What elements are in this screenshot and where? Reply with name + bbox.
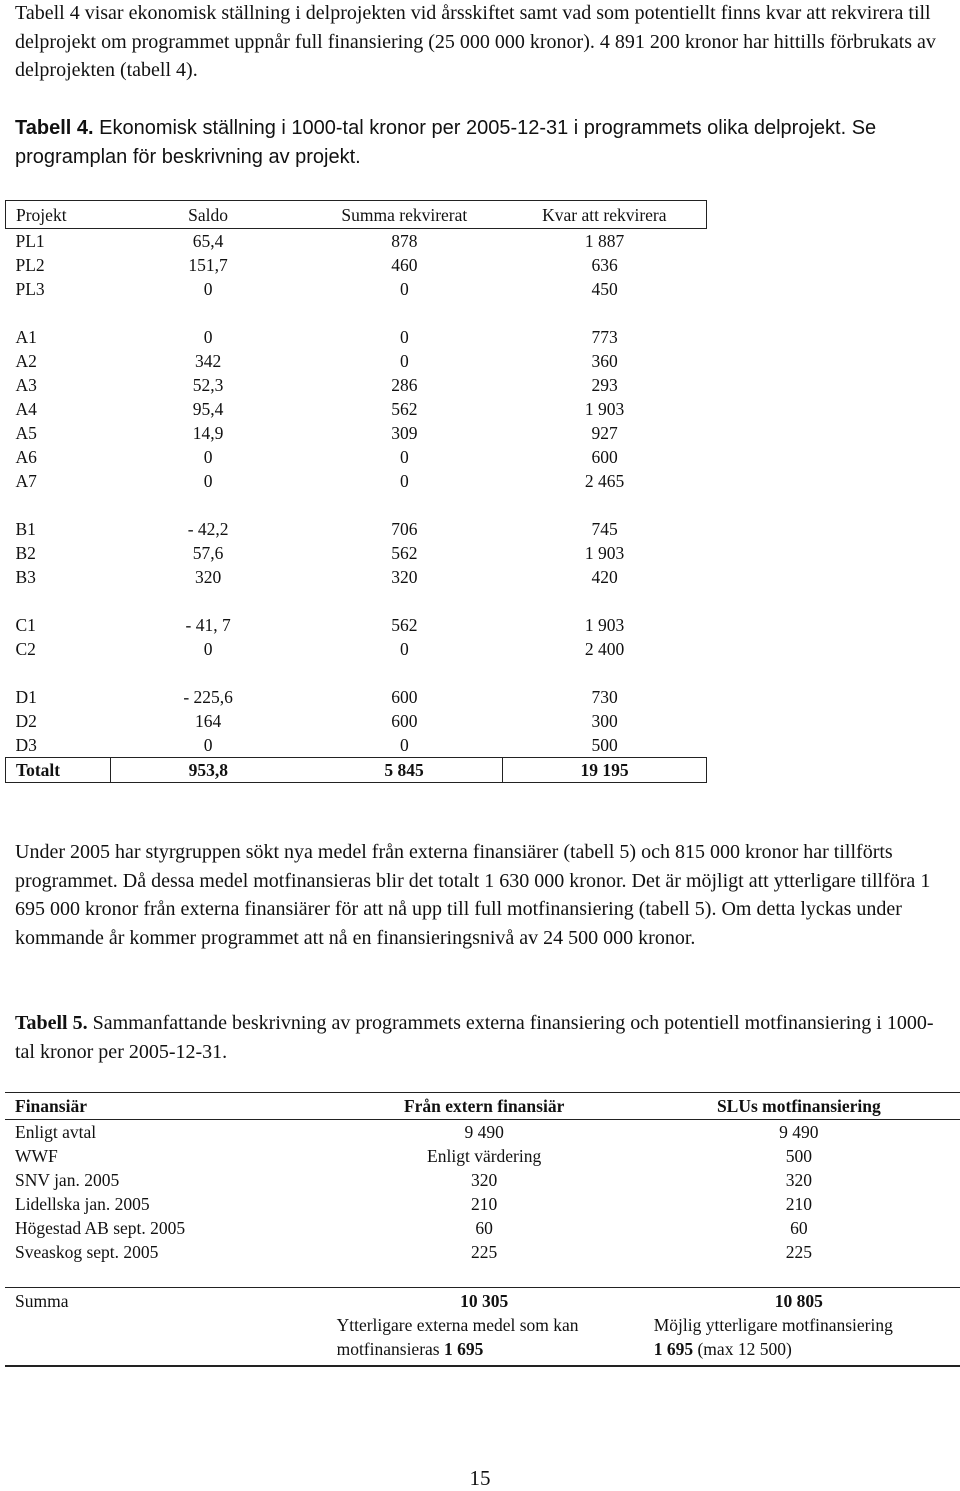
table4-cell: - 41, 7 [185,615,231,635]
table4-cell: Summa rekvirerat [306,201,503,229]
table4-row [6,709,707,733]
table4-cell: 360 [591,351,618,371]
table4-cell [306,661,503,685]
table4-row [6,685,707,709]
table4-cell: 65,4 [192,231,224,251]
table4-cell: 5 845 [306,758,503,783]
table4-cell: PL2 [15,255,45,275]
table4-cell: 600 [591,447,618,467]
table5-summa-row [5,1288,960,1314]
page-number: 15 [469,1466,491,1490]
table5-cell: 225 [785,1242,812,1262]
table4-cell: 320 [194,567,222,587]
table4-cell: B2 [15,543,36,563]
table4-cell: 0 [399,351,409,371]
table4-cell: 953,8 [110,758,306,783]
table4-cell: 0 [203,471,213,491]
table4-row [6,469,707,493]
table4-caption [15,114,950,171]
table4-cell: 450 [591,279,618,299]
table5-cell: 500 [785,1146,812,1166]
table4-cell: 2 400 [584,639,625,659]
table5-cell: Enligt avtal [15,1122,97,1142]
table4-caption-text: Ekonomisk ställning i 1000-tal kronor per 2005-12-31 i programmets olika delprojekt. Se programplan för beskrivning av projekt. [15,117,877,168]
table4-spacer [6,661,707,685]
table4-cell: 636 [591,255,618,275]
table4-cell: 0 [203,639,213,659]
table5 [5,1092,960,1367]
intro-paragraph: Tabell 4 visar ekonomisk ställning i delprojekten vid årsskiftet samt vad som potentiellt finns kvar att rekvirera till delprojekt om programmet uppnår full finansiering (25 000 000 kronor). 4 891 200 kronor har hittills förbrukats av delprojekten (tabell 4). [15,2,936,82]
note2-line1: Möjlig ytterligare motfinansiering [653,1315,893,1335]
table4-cell: B3 [15,567,36,587]
table4-cell: - 225,6 [183,687,233,707]
table4-cell: 0 [203,447,213,467]
table4-cell [6,493,111,517]
table4-total-row [6,758,707,783]
table5-cell: Högestad AB sept. 2005 [15,1218,186,1238]
note2-bold: 1 695 [653,1339,694,1359]
table5-cell: Enligt värdering [427,1146,542,1166]
table5-cell [331,1264,638,1288]
table4-cell: Saldo [110,201,306,229]
table4-cell: B1 [15,519,36,539]
table5-header-row [5,1093,960,1120]
table4-cell: A5 [15,423,37,443]
table4-row [6,733,707,758]
table4-cell: 500 [591,735,618,755]
table4-header-row [6,201,707,229]
table5-row [5,1192,960,1216]
table4-cell: 52,3 [192,375,224,395]
table4-caption-label: Tabell 4. [15,117,94,139]
table5-cell: Från extern finansiär [331,1093,638,1120]
table4-cell [110,589,306,613]
table4-cell [110,301,306,325]
table4-cell [503,589,707,613]
table4-cell: 2 465 [584,471,625,491]
table4-row [6,541,707,565]
table4-cell: 927 [591,423,618,443]
table4-row [6,397,707,421]
table4-cell: 0 [399,327,409,347]
table5-row [5,1240,960,1264]
table4-cell: 95,4 [192,399,224,419]
table4-spacer [6,589,707,613]
table4-row [6,277,707,301]
table4-cell: C2 [15,639,36,659]
paragraph-2: Under 2005 har styrgruppen sökt nya medel från externa finansiärer (tabell 5) och 815 000 kronor har tillförts programmet. Då dessa medel motfinansieras blir det totalt 1 630 000 kronor. Det är möjligt att ytterligare tillföra 1 695 000 kronor från externa finansiärer för att nå upp till full motfinansiering (tabell 5). Om detta lyckas under kommande år kommer programmet att nå en finansieringsnivå av 24 500 000 kronor. [15,841,931,949]
table4-cell: 878 [391,231,418,251]
table4-cell [6,661,111,685]
table4-cell: 164 [194,711,222,731]
table5-cell: 60 [475,1218,493,1238]
table5-cell: Sveaskog sept. 2005 [15,1242,159,1262]
table4-cell: 19 195 [503,758,707,783]
table5-cell: 9 490 [779,1122,819,1142]
table4-cell: 0 [399,735,409,755]
table5-cell: SLUs motfinansiering [638,1093,960,1120]
table4-cell: 300 [591,711,618,731]
table4-cell: 600 [391,711,418,731]
table5-caption [15,1009,950,1066]
table4-cell: 0 [399,639,409,659]
table4-row [6,637,707,661]
table5-cell: SNV jan. 2005 [15,1170,120,1190]
table5-row [5,1120,960,1145]
table4-cell: 320 [391,567,418,587]
table4-cell: 420 [591,567,618,587]
table4-cell: PL1 [15,231,45,251]
table4-cell [306,589,503,613]
table4-row [6,349,707,373]
table4-row [6,373,707,397]
table5-cell: Lidellska jan. 2005 [15,1194,150,1214]
table4-cell: 309 [391,423,418,443]
table4-cell: 57,6 [192,543,224,563]
table5-spacer [5,1264,960,1288]
table5-cell: WWF [15,1146,58,1166]
table5-cell: 320 [471,1170,498,1190]
table4-cell [6,301,111,325]
table4-cell: A3 [15,375,37,395]
table4-row [6,421,707,445]
table4-cell: 460 [391,255,418,275]
table4-cell: D1 [15,687,37,707]
table5-cell: 210 [471,1194,498,1214]
note2-line2: (max 12 500) [693,1339,792,1359]
table4-row [6,325,707,349]
table5-cell: 10 305 [331,1288,638,1314]
table4-cell: 730 [591,687,618,707]
table4-cell: Projekt [6,201,111,229]
table4-cell: 14,9 [192,423,224,443]
table4-cell [306,301,503,325]
table4-cell: C1 [15,615,36,635]
table5-row [5,1168,960,1192]
note1-line2: motfinansieras [336,1339,444,1359]
table4-row [6,445,707,469]
table4-spacer [6,493,707,517]
table5-caption-text: Sammanfattande beskrivning av programmets externa finansiering och potentiell motfinansiering i 1000-tal kronor per 2005-12-31. [15,1012,934,1063]
table4-cell: 562 [391,543,418,563]
table4 [5,200,707,783]
table4-cell: 1 903 [584,543,625,563]
table5-cell [5,1313,331,1366]
table4-cell [110,661,306,685]
table5-cell: 210 [785,1194,812,1214]
table5-note-row [5,1313,960,1366]
table4-cell: 286 [391,375,418,395]
table4-cell: 0 [203,327,213,347]
table4-cell: 0 [203,279,213,299]
table4-cell: 0 [399,471,409,491]
table4-cell: 0 [399,279,409,299]
table4-cell: 0 [399,447,409,467]
table5-cell [5,1264,331,1288]
table4-cell: D2 [15,711,37,731]
table4-row [6,517,707,541]
table5-cell [638,1264,960,1288]
table5-note-extern [331,1313,638,1366]
table5-note-slu [638,1313,960,1366]
table4-row [6,613,707,637]
table4-row [6,229,707,254]
table4-cell: 745 [591,519,618,539]
table4-cell: 562 [391,399,418,419]
table4-cell: 342 [194,351,222,371]
table5-cell: Summa [5,1288,331,1314]
table5-caption-label: Tabell 5. [15,1012,88,1034]
table4-cell: D3 [15,735,37,755]
table4-cell: - 42,2 [187,519,229,539]
table4-cell: A2 [15,351,37,371]
table4-cell: PL3 [15,279,45,299]
table5-row [5,1144,960,1168]
table4-spacer [6,301,707,325]
table4-cell: 0 [203,735,213,755]
note1-bold: 1 695 [443,1339,484,1359]
note1-line1: Ytterligare externa medel som kan [336,1315,579,1335]
table4-cell: 1 887 [584,231,625,251]
table4-cell: 562 [391,615,418,635]
table4-cell [503,661,707,685]
table4-cell: 706 [391,519,418,539]
table4-cell: 151,7 [188,255,228,275]
table4-cell: 293 [591,375,618,395]
table5-cell: Finansiär [5,1093,331,1120]
table4-cell: A6 [15,447,37,467]
table5-cell: 225 [471,1242,498,1262]
table5-row [5,1216,960,1240]
table4-cell: Totalt [6,758,111,783]
table5-cell: 10 805 [638,1288,960,1314]
table4-cell [110,493,306,517]
table4-cell: 600 [391,687,418,707]
table4-row [6,253,707,277]
table4-cell: Kvar att rekvirera [503,201,707,229]
table5-cell: 9 490 [464,1122,504,1142]
table4-cell: 773 [591,327,618,347]
table5-cell: 60 [790,1218,808,1238]
table4-cell [503,301,707,325]
table4-cell: 1 903 [584,399,625,419]
table4-cell [306,493,503,517]
table4-cell: A4 [15,399,37,419]
table5-cell: 320 [785,1170,812,1190]
table4-cell: 1 903 [584,615,625,635]
table4-cell [503,493,707,517]
table4-cell: A7 [15,471,37,491]
table4-cell [6,589,111,613]
table4-row [6,565,707,589]
table4-cell: A1 [15,327,37,347]
